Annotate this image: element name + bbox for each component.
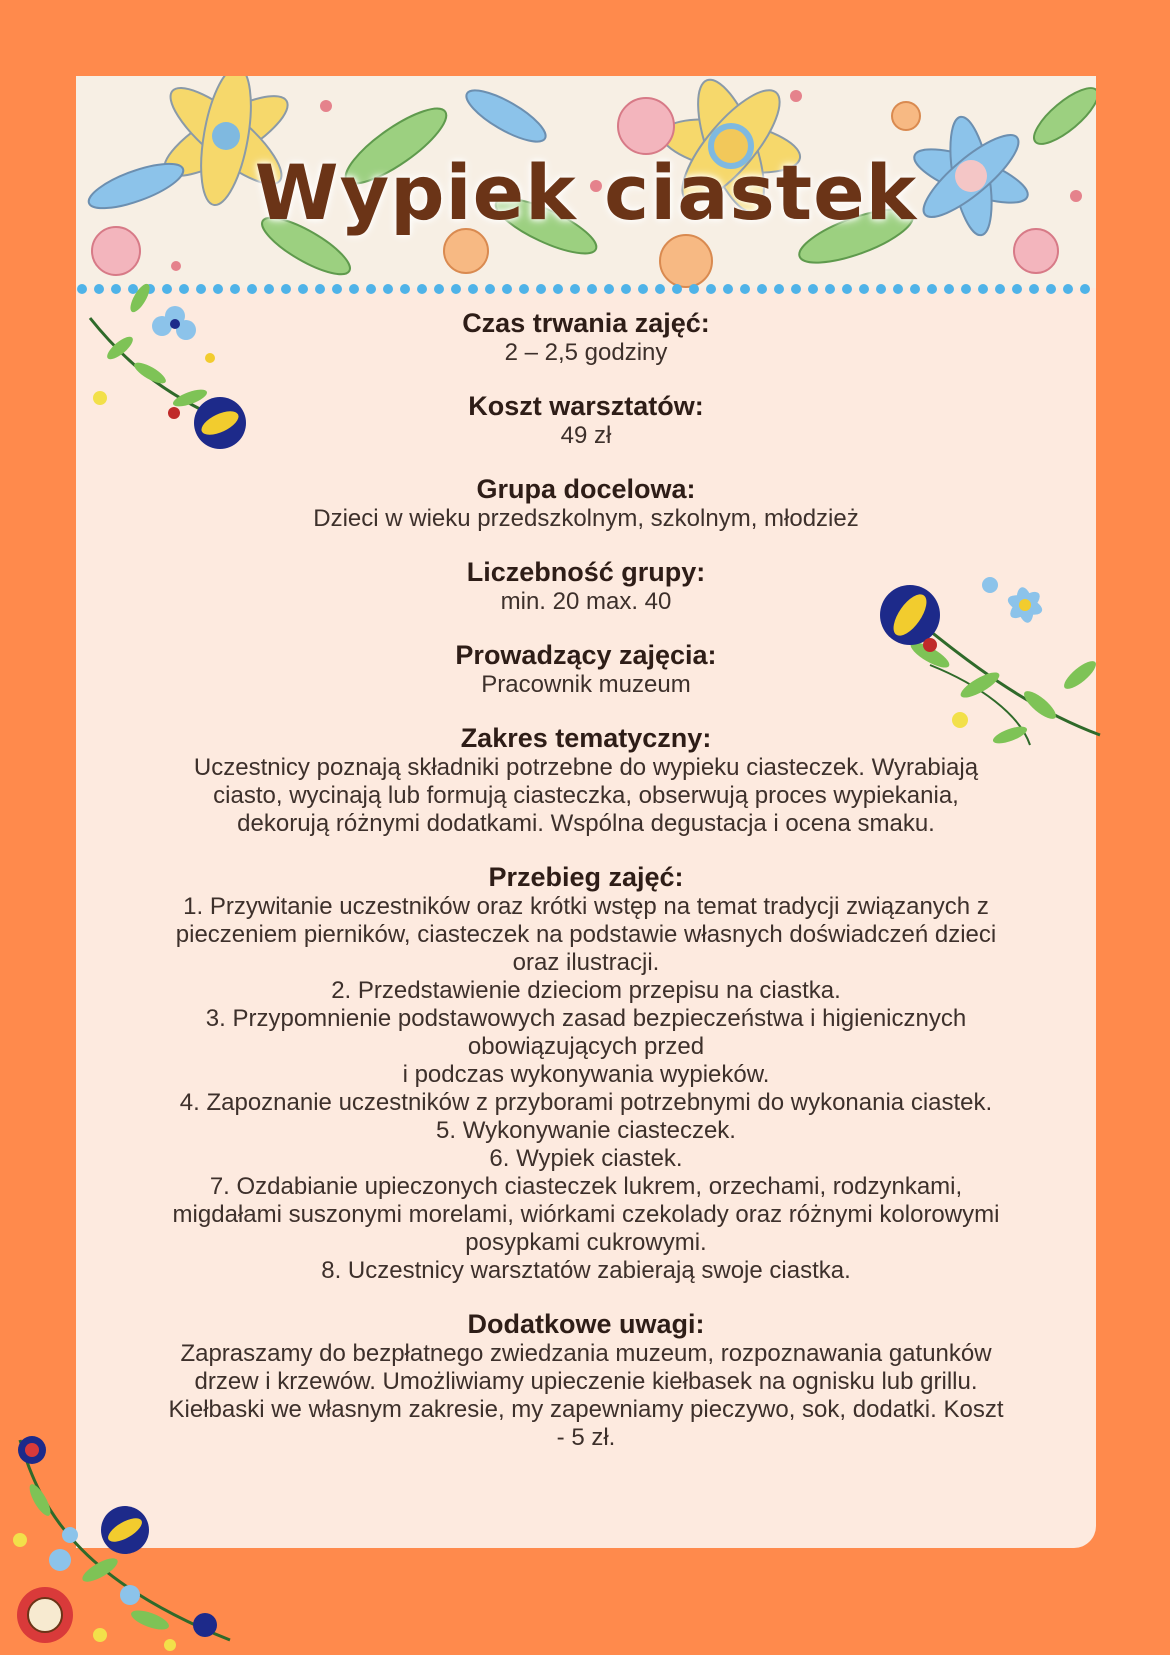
flower-decoration-icon bbox=[0, 1420, 240, 1655]
divider-dot bbox=[740, 284, 750, 294]
page-title: Wypiek ciastek bbox=[254, 148, 918, 237]
section-text: Zapraszamy do bezpłatnego zwiedzania muzeum, rozpoznawania gatunków drzew i krzewów. Umożliwiamy upieczenie kiełbasek na ognisku lub grillu. Kiełbaski we własnym zakresie, my zapewniamy pieczywo, sok, dodatki. Koszt - 5 zł. bbox=[168, 1340, 1004, 1451]
divider-dot bbox=[876, 284, 886, 294]
divider-dot bbox=[825, 284, 835, 294]
section-heading: Prowadzący zajęcia: bbox=[455, 640, 717, 670]
section-text: Dzieci w wieku przedszkolnym, szkolnym, młodzież bbox=[313, 505, 859, 532]
divider-dot bbox=[757, 284, 767, 294]
divider-dot bbox=[1046, 284, 1056, 294]
list-item: 5. Wykonywanie ciasteczek. bbox=[436, 1117, 736, 1144]
divider-dot bbox=[689, 284, 699, 294]
divider-dot bbox=[604, 284, 614, 294]
section-notes bbox=[166, 1309, 1006, 1452]
divider-dot bbox=[451, 284, 461, 294]
divider-dot bbox=[417, 284, 427, 294]
section-heading: Czas trwania zajęć: bbox=[462, 308, 710, 338]
section-heading: Dodatkowe uwagi: bbox=[467, 1309, 705, 1339]
divider-dot bbox=[400, 284, 410, 294]
divider-dot bbox=[315, 284, 325, 294]
divider-dot bbox=[1012, 284, 1022, 294]
section-heading: Grupa docelowa: bbox=[476, 474, 696, 504]
section-heading: Przebieg zajęć: bbox=[488, 862, 684, 892]
section-text: min. 20 max. 40 bbox=[500, 588, 672, 615]
list-item: 1. Przywitanie uczestników oraz krótki wstęp na temat tradycji związanych z pieczeniem pierników, ciasteczek na podstawie własnych doświadczeń dzieci oraz ilustracji. bbox=[175, 893, 997, 976]
divider-dot bbox=[621, 284, 631, 294]
section-heading: Liczebność grupy: bbox=[466, 557, 706, 587]
section-heading: Zakres tematyczny: bbox=[460, 723, 712, 753]
section-cost bbox=[166, 391, 1006, 450]
divider-dot bbox=[536, 284, 546, 294]
divider-dot bbox=[298, 284, 308, 294]
floral-banner bbox=[76, 76, 1096, 288]
list-item: 3. Przypomnienie podstawowych zasad bezpieczeństwa i higienicznych obowiązujących przed bbox=[205, 1005, 967, 1060]
divider-dot bbox=[723, 284, 733, 294]
section-text: Pracownik muzeum bbox=[481, 671, 691, 698]
divider-dot bbox=[502, 284, 512, 294]
divider-dot bbox=[1080, 284, 1090, 294]
section-text: 49 zł bbox=[560, 422, 612, 449]
divider-dot bbox=[1063, 284, 1073, 294]
divider-dot bbox=[961, 284, 971, 294]
divider-dot bbox=[638, 284, 648, 294]
divider-dot bbox=[468, 284, 478, 294]
divider-dot bbox=[842, 284, 852, 294]
divider-dot bbox=[859, 284, 869, 294]
divider-dot bbox=[553, 284, 563, 294]
divider-dot bbox=[808, 284, 818, 294]
section-heading: Koszt warsztatów: bbox=[468, 391, 704, 421]
divider-dot bbox=[587, 284, 597, 294]
divider-dot bbox=[332, 284, 342, 294]
divider-dot bbox=[264, 284, 274, 294]
divider-dot bbox=[791, 284, 801, 294]
list-item: i podczas wykonywania wypieków. bbox=[402, 1061, 770, 1088]
divider-dot bbox=[978, 284, 988, 294]
divider-dot bbox=[893, 284, 903, 294]
divider-dot bbox=[281, 284, 291, 294]
divider-dot bbox=[519, 284, 529, 294]
divider-dot bbox=[1029, 284, 1039, 294]
section-text: Uczestnicy poznają składniki potrzebne do wypieku ciasteczek. Wyrabiają ciasto, wycinają lub formują ciasteczka, obserwują proces wypiekania, dekorują różnymi dodatkami. Wspólna degustacja i ocena smaku. bbox=[193, 754, 979, 837]
divider-dot bbox=[927, 284, 937, 294]
section-target-group bbox=[166, 474, 1006, 533]
list-item: 4. Zapoznanie uczestników z przyborami potrzebnymi do wykonania ciastek. bbox=[179, 1089, 993, 1116]
divider-dot bbox=[570, 284, 580, 294]
divider-dot bbox=[655, 284, 665, 294]
list-item: 7. Ozdabianie upieczonych ciasteczek lukrem, orzechami, rodzynkami, migdałami suszonymi morelami, wiórkami czekolady oraz różnymi kolorowymi posypkami cukrowymi. bbox=[172, 1173, 1000, 1256]
divider-dot bbox=[349, 284, 359, 294]
steps-list bbox=[166, 893, 1006, 1285]
divider-dot bbox=[366, 284, 376, 294]
section-schedule bbox=[166, 862, 1006, 1285]
divider-dot bbox=[485, 284, 495, 294]
divider-dot bbox=[910, 284, 920, 294]
section-text: 2 – 2,5 godziny bbox=[504, 339, 668, 366]
divider-dot bbox=[672, 284, 682, 294]
divider-dot bbox=[774, 284, 784, 294]
divider-dot bbox=[434, 284, 444, 294]
list-item: 2. Przedstawienie dzieciom przepisu na ciastka. bbox=[331, 977, 841, 1004]
divider-dot bbox=[706, 284, 716, 294]
list-item: 8. Uczestnicy warsztatów zabierają swoje ciastka. bbox=[321, 1257, 851, 1284]
divider-dot bbox=[995, 284, 1005, 294]
flower-decoration-icon bbox=[870, 555, 1110, 755]
divider-dot bbox=[383, 284, 393, 294]
divider-dot bbox=[944, 284, 954, 294]
content bbox=[166, 308, 1006, 1476]
section-duration bbox=[166, 308, 1006, 367]
flower-decoration-icon bbox=[70, 278, 250, 458]
list-item: 6. Wypiek ciastek. bbox=[489, 1145, 683, 1172]
